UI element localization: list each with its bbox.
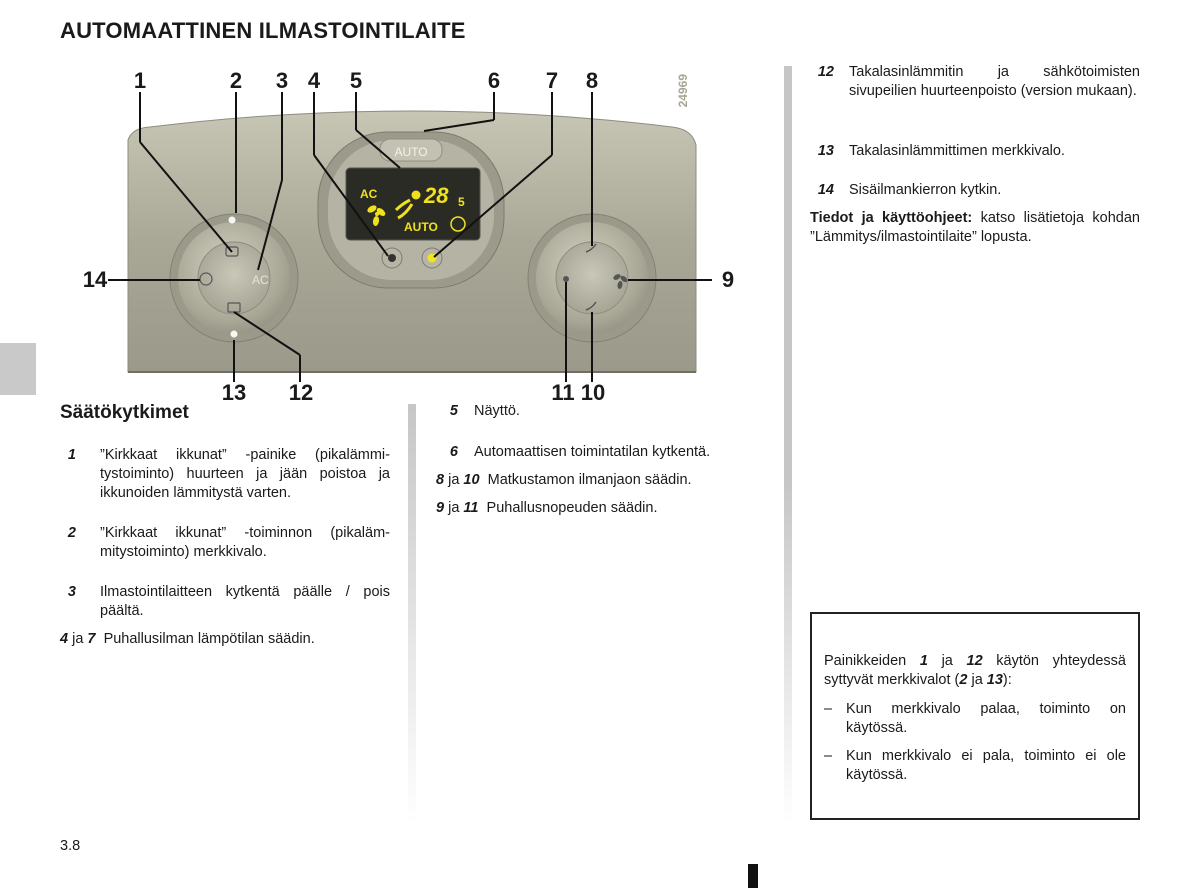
list-item: 5 Näyttö. <box>449 403 520 419</box>
callout-4: 4 <box>307 68 321 93</box>
callout-3: 3 <box>275 68 289 93</box>
page-title: AUTOMAATTINEN ILMASTOINTILAITE <box>60 18 466 43</box>
note-bullet: – Kun merkkivalo ei pala, toiminto ei ole käytössä. <box>824 748 1126 783</box>
display-temperature-decimal: 5 <box>458 195 465 209</box>
list-item: 1 ”Kirkkaat ikkunat” -painike (pikalämmitystoiminto) huurteen ja jään poistoa ja ikkunoiden lämmitystä varten. <box>67 447 390 501</box>
list-item: 13 Takalasinlämmittimen merkkivalo. <box>817 143 1065 159</box>
callout-14: 14 <box>82 267 108 292</box>
climate-control-figure <box>60 60 760 400</box>
page-number: 3.8 <box>60 838 81 854</box>
list-item: 8 ja 10 Matkustamon ilmanjaon säädin. <box>436 472 692 488</box>
list-item: 3 Ilmastointilaitteen kytkentä päälle / pois päältä. <box>67 584 390 619</box>
column-rule-1 <box>408 404 416 824</box>
column-rule-2 <box>784 66 792 824</box>
list-item: 4 ja 7 Puhallusilman lämpötilan säädin. <box>60 631 315 647</box>
note-bullet: – Kun merkkivalo palaa, toiminto on käytössä. <box>824 701 1126 736</box>
info-paragraph: Tiedot ja käyttöohjeet: katso lisätietoja kohdan ”Lämmitys/ilmastointilaite” lopusta. <box>810 210 1140 245</box>
display-temperature: 28 <box>424 183 449 208</box>
display-auto: AUTO <box>404 220 438 234</box>
callout-12: 12 <box>288 380 314 405</box>
figure-id: 24969 <box>676 74 690 108</box>
display-ac: AC <box>360 187 378 201</box>
callout-10: 10 <box>580 380 606 405</box>
chapter-tab <box>0 343 36 395</box>
left-control-cluster <box>170 214 298 342</box>
list-item: 12 Takalasinlämmitin ja sähkötoimisten sivupeilien huurteenpoisto (version mukaan). <box>817 64 1140 99</box>
callout-1: 1 <box>133 68 147 93</box>
callout-7: 7 <box>545 68 559 93</box>
list-item: 9 ja 11 Puhallusnopeuden säädin. <box>436 500 658 516</box>
callout-11: 11 <box>551 380 575 405</box>
callout-9: 9 <box>721 267 735 292</box>
note-intro: Painikkeiden 1 ja 12 käytön yhteydessä syttyvät merkkivalot (2 ja 13): <box>824 653 1126 688</box>
callout-5: 5 <box>349 68 363 93</box>
callout-8: 8 <box>585 68 599 93</box>
callout-13: 13 <box>221 380 247 405</box>
note-box <box>810 612 1140 820</box>
footer-marker <box>748 864 758 888</box>
list-item: 14 Sisäilmankierron kytkin. <box>817 182 1002 198</box>
ac-button-label: AC <box>252 273 269 287</box>
callout-6: 6 <box>487 68 501 93</box>
callout-2: 2 <box>229 68 243 93</box>
section-heading: Säätökytkimet <box>60 402 189 423</box>
auto-button-label: AUTO <box>394 145 428 159</box>
list-item: 2 ”Kirkkaat ikkunat” -toiminnon (pikalämmitystoiminto) merkkivalo. <box>67 525 390 560</box>
list-item: 6 Automaattisen toimintatilan kytkentä. <box>449 444 711 460</box>
